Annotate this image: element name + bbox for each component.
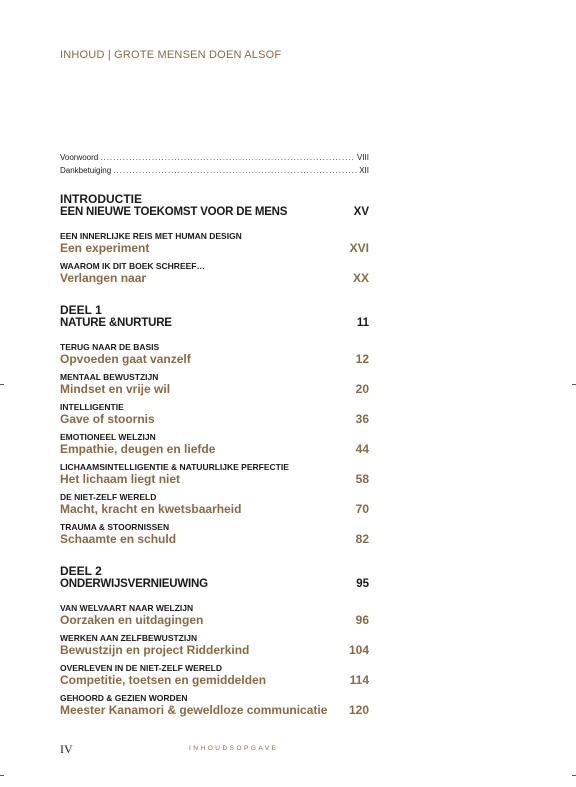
entry-page: XX (352, 271, 369, 285)
toc-entry[interactable] (60, 462, 369, 487)
frontmatter-list (60, 153, 369, 179)
frontmatter-entry[interactable] (60, 166, 369, 179)
entry-label: Dankbetuiging (60, 166, 112, 175)
part-title: EEN NIEUWE TOEKOMST VOOR DE MENS (60, 206, 288, 218)
entry-title: Oorzaken en uitdagingen (60, 613, 204, 627)
toc-entry[interactable] (60, 633, 369, 658)
page-number: IV (60, 742, 73, 756)
entry-title: Verlangen naar (60, 271, 147, 285)
entry-subtitle: TRAUMA & STOORNISSEN (60, 522, 170, 532)
footer-section-label: INHOUDSOPGAVE (189, 745, 279, 752)
entry-title: Mindset en vrije wil (60, 382, 171, 396)
part-page: 11 (356, 317, 369, 329)
entry-page: 44 (355, 442, 369, 456)
toc-entry[interactable] (60, 492, 369, 517)
toc-entry[interactable] (60, 372, 369, 397)
toc-entry[interactable] (60, 261, 369, 286)
entry-page: 20 (355, 382, 369, 396)
toc-entry[interactable] (60, 231, 369, 256)
crop-mark-bottom-right (572, 775, 576, 776)
crop-mark-bottom-left (0, 775, 4, 776)
crop-mark-right (572, 384, 576, 385)
entry-subtitle: TERUG NAAR DE BASIS (60, 342, 160, 352)
entry-title: Meester Kanamori & geweldloze communicatie (60, 703, 328, 717)
entry-title: Opvoeden gaat vanzelf (60, 352, 191, 366)
running-header: INHOUD | GROTE MENSEN DOEN ALSOF (60, 49, 282, 61)
leader-dots (100, 153, 355, 162)
entry-title: Empathie, deugen en liefde (60, 442, 216, 456)
toc-entry[interactable] (60, 522, 369, 547)
toc-entry[interactable] (60, 432, 369, 457)
entry-page: 12 (355, 352, 369, 366)
entry-page: VIII (356, 153, 369, 162)
entry-title: Gave of stoornis (60, 412, 155, 426)
entry-subtitle: GEHOORD & GEZIEN WORDEN (60, 693, 188, 703)
part-heading-intro[interactable] (60, 193, 369, 218)
toc-entry[interactable] (60, 603, 369, 628)
entry-page: 96 (355, 613, 369, 627)
entry-page: 70 (355, 502, 369, 516)
part-title: ONDERWIJSVERNIEUWING (60, 578, 208, 590)
entry-title: Schaamte en schuld (60, 532, 177, 546)
entry-page: XVI (349, 241, 369, 255)
crop-mark-left (0, 384, 4, 385)
part-heading-deel-2[interactable] (60, 565, 369, 590)
entry-title: Competitie, toetsen en gemiddelden (60, 673, 267, 687)
entry-subtitle: DE NIET-ZELF WERELD (60, 492, 157, 502)
entry-subtitle: OVERLEVEN IN DE NIET-ZELF WERELD (60, 663, 222, 673)
entry-subtitle: INTELLIGENTIE (60, 402, 124, 412)
entry-page: 120 (348, 703, 369, 717)
part-heading-deel-1[interactable] (60, 304, 369, 329)
part-label: INTRODUCTIE (60, 192, 142, 206)
entry-title: Een experiment (60, 241, 150, 255)
entry-page: 82 (355, 532, 369, 546)
part-page: XV (353, 206, 369, 218)
entry-subtitle: EMOTIONEEL WELZIJN (60, 432, 156, 442)
part-label: DEEL 2 (60, 564, 102, 578)
leader-dots (113, 166, 357, 175)
toc-entry[interactable] (60, 693, 369, 718)
entry-title: Bewustzijn en project Ridderkind (60, 643, 250, 657)
entry-page: 114 (349, 673, 369, 687)
part-label: DEEL 1 (60, 303, 102, 317)
entry-page: 58 (355, 472, 369, 486)
toc-entry[interactable] (60, 402, 369, 427)
entry-page: 104 (348, 643, 369, 657)
entry-title: Macht, kracht en kwetsbaarheid (60, 502, 242, 516)
toc-entry[interactable] (60, 342, 369, 367)
frontmatter-entry[interactable] (60, 153, 369, 166)
part-title: NATURE &NURTURE (60, 317, 172, 329)
entry-subtitle: LICHAAMSINTELLIGENTIE & NATUURLIJKE PERFECTIE (60, 462, 289, 472)
entry-subtitle: WERKEN AAN ZELFBEWUSTZIJN (60, 633, 198, 643)
entry-label: Voorwoord (60, 153, 99, 162)
toc-entry[interactable] (60, 663, 369, 688)
entry-subtitle: EEN INNERLIJKE REIS MET HUMAN DESIGN (60, 231, 242, 241)
entry-page: 36 (355, 412, 369, 426)
entry-page: XII (359, 166, 369, 175)
entry-subtitle: WAAROM IK DIT BOEK SCHREEF… (60, 261, 205, 271)
entry-subtitle: VAN WELVAART NAAR WELZIJN (60, 603, 194, 613)
entry-subtitle: MENTAAL BEWUSTZIJN (60, 372, 159, 382)
entry-title: Het lichaam liegt niet (60, 472, 181, 486)
part-page: 95 (356, 578, 369, 590)
